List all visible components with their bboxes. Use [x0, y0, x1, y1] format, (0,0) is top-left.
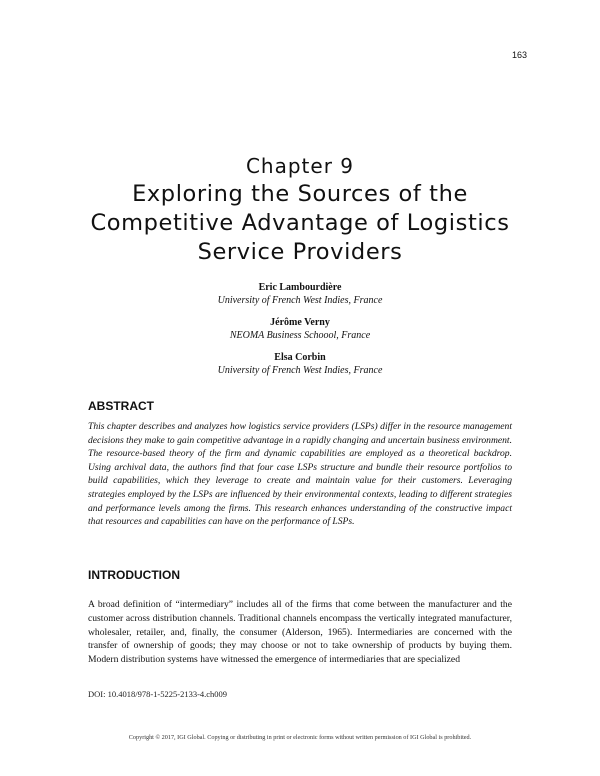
abstract-heading: ABSTRACT	[88, 399, 154, 413]
author-affiliation: University of French West Indies, France	[217, 295, 383, 306]
introduction-heading: INTRODUCTION	[88, 568, 180, 582]
doi: DOI: 10.4018/978-1-5225-2133-4.ch009	[88, 689, 228, 699]
author-block	[0, 281, 600, 307]
author-affiliation: University of French West Indies, France	[217, 365, 383, 376]
abstract-text: This chapter describes and analyzes how logistics service providers (LSPs) differ in the resource management decisions they make to gain competitive advantage in a rapidly changing and uncertain business environment. The resource-based theory of the firm and dynamic capabilities are employed as a theoretical backdrop. Using archival data, the authors find that four case LSPs structure and bundle their resource portfolios to build capabilities, which they leverage to create and maintain value for their customers. Leveraging strategies employed by the LSPs are influenced by their environmental contexts, leading to different strategies and performance levels among the firms. This research enhances understanding of the constructive impact that resources and capabilities can have on the performance of LSPs.	[88, 421, 512, 528]
author-block	[0, 316, 600, 342]
chapter-title: Exploring the Sources of the Competitive Advantage of Logistics Service Providers	[90, 181, 510, 265]
author-affiliation: NEOMA Business Schoool, France	[229, 330, 371, 341]
author-name: Jérôme Verny	[270, 317, 330, 328]
author-name: Eric Lambourdière	[258, 282, 342, 293]
author-list	[0, 281, 600, 386]
copyright-notice: Copyright © 2017, IGI Global. Copying or distributing in print or electronic forms without written permission of IGI Global is prohibited.	[128, 734, 472, 741]
author-name: Elsa Corbin	[274, 352, 326, 363]
page-number: 163	[511, 50, 527, 60]
author-block	[0, 351, 600, 377]
introduction-text: A broad definition of “intermediary” includes all of the firms that come between the manufacturer and the customer across distribution channels. Traditional channels encompass the vertically integrated manufacturer, wholesaler, retailer, and, finally, the consumer (Alderson, 1965). Intermediaries are concerned with the transfer of ownership of goods; they may choose or not to take ownership of products by buying them. Modern distribution systems have witnessed the emergence of intermediaries that are specialized	[88, 599, 512, 666]
chapter-label: Chapter 9	[245, 154, 355, 178]
